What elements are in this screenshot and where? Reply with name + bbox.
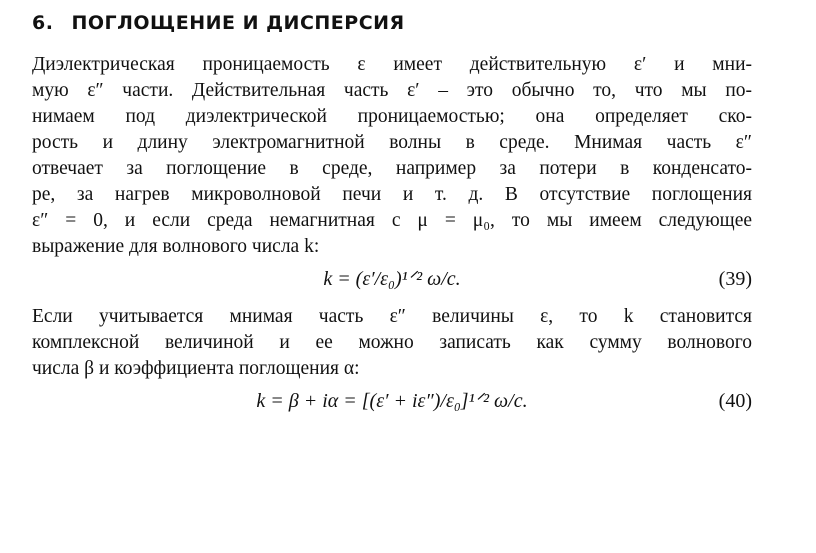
paragraph-2 [32, 304, 752, 382]
equation-number: (40) [718, 390, 752, 412]
equation-formula: k = (ε′/ε₀)¹ᐟ² ω/c. [323, 268, 461, 290]
equation-formula: k = β + iα = [(ε′ + iε″)/ε₀]¹ᐟ² ω/c. [256, 390, 528, 412]
text-line: ре, за нагрев микроволновой печи и т. д. В отсутствие поглощения [32, 184, 752, 205]
text-line: выражение для волнового числа k: [32, 236, 320, 257]
text-line: Если учитывается мнимая часть ε″ величины ε, то k становится [32, 306, 752, 327]
text-line: мую ε″ части. Действительная часть ε′ – это обычно то, что мы по- [32, 80, 752, 101]
text-line: отвечает за поглощение в среде, например за потери в конденсато- [32, 158, 752, 179]
equation-40 [32, 384, 752, 418]
text-line: комплексной величиной и ее можно записать как сумму волнового [32, 332, 752, 353]
equation-number: (39) [718, 268, 752, 290]
paragraph-1 [32, 52, 752, 260]
equation-39 [32, 262, 752, 296]
section-number: 6. [32, 12, 54, 34]
text-line: числа β и коэффициента поглощения α: [32, 358, 360, 379]
text-line: нимаем под диэлектрической проницаемостью; она определяет ско- [32, 106, 752, 127]
page [32, 12, 752, 426]
text-line: рость и длину электромагнитной волны в среде. Мнимая часть ε″ [32, 132, 752, 153]
text-line: ε″ = 0, и если среда немагнитная с μ = μ₀, то мы имеем следующее [32, 210, 752, 231]
section-title: ПОГЛОЩЕНИЕ И ДИСПЕРСИЯ [71, 12, 405, 34]
section-heading [32, 12, 752, 34]
text-line: Диэлектрическая проницаемость ε имеет действительную ε′ и мни- [32, 54, 752, 75]
